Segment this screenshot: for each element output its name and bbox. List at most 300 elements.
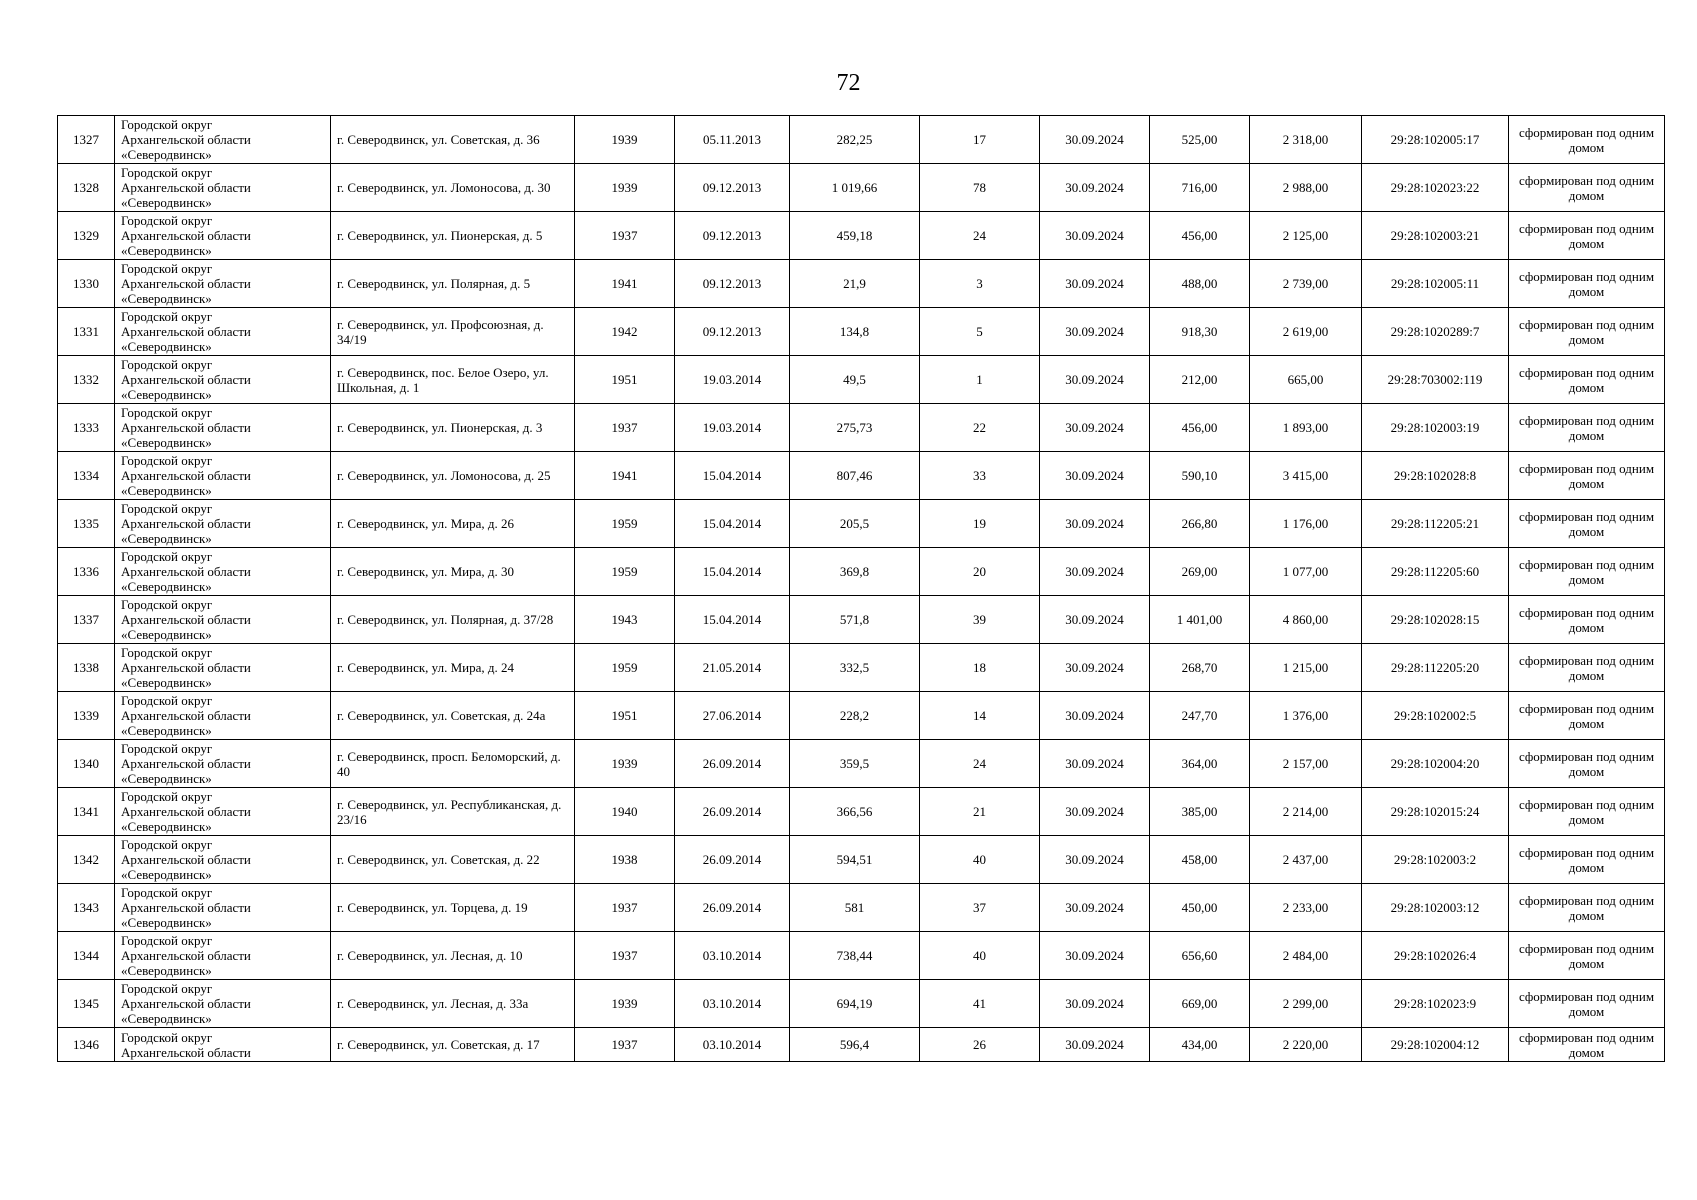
area2-cell: 458,00 <box>1150 836 1250 884</box>
owner-cell <box>115 404 331 452</box>
owner-line: Архангельской области <box>121 1044 251 1060</box>
owner-cell <box>115 260 331 308</box>
area-cell: 694,19 <box>790 980 920 1028</box>
area2-cell: 590,10 <box>1150 452 1250 500</box>
address-cell: г. Северодвинск, ул. Лесная, д. 10 <box>331 932 575 980</box>
count-cell: 24 <box>920 212 1040 260</box>
cadastral-number-cell: 29:28:102005:17 <box>1362 116 1509 164</box>
cadastral-number-cell: 29:28:102023:9 <box>1362 980 1509 1028</box>
owner-line: Архангельской области <box>121 372 251 387</box>
date2-cell: 30.09.2024 <box>1040 116 1150 164</box>
owner-line: Городской округ <box>121 453 213 468</box>
count-cell: 22 <box>920 404 1040 452</box>
year-cell: 1941 <box>575 260 675 308</box>
date-cell: 03.10.2014 <box>675 1028 790 1062</box>
cadastral-number-cell: 29:28:102003:19 <box>1362 404 1509 452</box>
table-row <box>58 836 1665 884</box>
owner-line: «Северодвинск» <box>121 723 212 738</box>
area-cell: 459,18 <box>790 212 920 260</box>
owner-line: Архангельской области <box>121 324 251 339</box>
address-cell: г. Северодвинск, ул. Республиканская, д. 23/16 <box>331 788 575 836</box>
table-row <box>58 116 1665 164</box>
area-cell: 596,4 <box>790 1028 920 1062</box>
area-cell: 205,5 <box>790 500 920 548</box>
area2-cell: 268,70 <box>1150 644 1250 692</box>
owner-line: Городской округ <box>121 405 213 420</box>
address-cell: г. Северодвинск, ул. Советская, д. 17 <box>331 1028 575 1062</box>
date2-cell: 30.09.2024 <box>1040 644 1150 692</box>
owner-cell <box>115 788 331 836</box>
date-cell: 26.09.2014 <box>675 836 790 884</box>
status-cell: сформирован под одним домом <box>1509 260 1665 308</box>
owner-line: Архангельской области <box>121 420 251 435</box>
owner-cell <box>115 452 331 500</box>
year-cell: 1959 <box>575 500 675 548</box>
area2-cell: 488,00 <box>1150 260 1250 308</box>
date-cell: 19.03.2014 <box>675 404 790 452</box>
date2-cell: 30.09.2024 <box>1040 836 1150 884</box>
owner-line: «Северодвинск» <box>121 963 212 978</box>
owner-line: Городской округ <box>121 309 213 324</box>
status-cell: сформирован под одним домом <box>1509 404 1665 452</box>
owner-cell <box>115 644 331 692</box>
year-cell: 1941 <box>575 452 675 500</box>
owner-line: Городской округ <box>121 549 213 564</box>
owner-cell <box>115 500 331 548</box>
cadastral-number-cell: 29:28:102004:12 <box>1362 1028 1509 1062</box>
area3-cell: 4 860,00 <box>1250 596 1362 644</box>
date-cell: 03.10.2014 <box>675 980 790 1028</box>
date-cell: 15.04.2014 <box>675 548 790 596</box>
status-cell: сформирован под одним домом <box>1509 932 1665 980</box>
area2-cell: 269,00 <box>1150 548 1250 596</box>
owner-line: «Северодвинск» <box>121 243 212 258</box>
table-row <box>58 164 1665 212</box>
owner-line: Архангельской области <box>121 948 251 963</box>
area3-cell: 2 299,00 <box>1250 980 1362 1028</box>
address-cell: г. Северодвинск, пос. Белое Озеро, ул. Школьная, д. 1 <box>331 356 575 404</box>
owner-line: Городской округ <box>121 885 213 900</box>
date2-cell: 30.09.2024 <box>1040 884 1150 932</box>
address-cell: г. Северодвинск, ул. Мира, д. 30 <box>331 548 575 596</box>
table-row <box>58 260 1665 308</box>
area3-cell: 665,00 <box>1250 356 1362 404</box>
owner-line: «Северодвинск» <box>121 627 212 642</box>
date2-cell: 30.09.2024 <box>1040 356 1150 404</box>
status-cell: сформирован под одним домом <box>1509 164 1665 212</box>
area3-cell: 2 157,00 <box>1250 740 1362 788</box>
year-cell: 1940 <box>575 788 675 836</box>
area-cell: 282,25 <box>790 116 920 164</box>
status-cell: сформирован под одним домом <box>1509 596 1665 644</box>
table-row <box>58 548 1665 596</box>
status-cell: сформирован под одним домом <box>1509 836 1665 884</box>
year-cell: 1943 <box>575 596 675 644</box>
table-row <box>58 404 1665 452</box>
cadastral-number-cell: 29:28:102028:15 <box>1362 596 1509 644</box>
owner-cell <box>115 836 331 884</box>
owner-cell <box>115 212 331 260</box>
owner-cell <box>115 740 331 788</box>
date2-cell: 30.09.2024 <box>1040 980 1150 1028</box>
area-cell: 807,46 <box>790 452 920 500</box>
page-number: 72 <box>836 70 861 96</box>
address-cell: г. Северодвинск, ул. Советская, д. 22 <box>331 836 575 884</box>
owner-line: Городской округ <box>121 837 213 852</box>
owner-line: Архангельской области <box>121 756 251 771</box>
row-number-cell: 1339 <box>58 692 115 740</box>
address-cell: г. Северодвинск, ул. Профсоюзная, д. 34/19 <box>331 308 575 356</box>
area3-cell: 2 739,00 <box>1250 260 1362 308</box>
row-number-cell: 1331 <box>58 308 115 356</box>
row-number-cell: 1336 <box>58 548 115 596</box>
cadastral-number-cell: 29:28:112205:60 <box>1362 548 1509 596</box>
owner-cell <box>115 692 331 740</box>
owner-line: Городской округ <box>121 1029 213 1045</box>
address-cell: г. Северодвинск, ул. Советская, д. 24а <box>331 692 575 740</box>
owner-cell <box>115 356 331 404</box>
date2-cell: 30.09.2024 <box>1040 932 1150 980</box>
status-cell: сформирован под одним домом <box>1509 740 1665 788</box>
cadastral-number-cell: 29:28:1020289:7 <box>1362 308 1509 356</box>
area3-cell: 1 077,00 <box>1250 548 1362 596</box>
status-cell: сформирован под одним домом <box>1509 644 1665 692</box>
year-cell: 1938 <box>575 836 675 884</box>
table-row <box>58 884 1665 932</box>
row-number-cell: 1340 <box>58 740 115 788</box>
year-cell: 1959 <box>575 644 675 692</box>
owner-line: «Северодвинск» <box>121 915 212 930</box>
cadastral-number-cell: 29:28:102026:4 <box>1362 932 1509 980</box>
area3-cell: 2 214,00 <box>1250 788 1362 836</box>
owner-line: «Северодвинск» <box>121 819 212 834</box>
status-cell: сформирован под одним домом <box>1509 500 1665 548</box>
area2-cell: 716,00 <box>1150 164 1250 212</box>
owner-line: Городской округ <box>121 741 213 756</box>
date-cell: 09.12.2013 <box>675 260 790 308</box>
owner-cell <box>115 1028 331 1062</box>
address-cell: г. Северодвинск, ул. Ломоносова, д. 30 <box>331 164 575 212</box>
date-cell: 05.11.2013 <box>675 116 790 164</box>
owner-line: «Северодвинск» <box>121 867 212 882</box>
status-cell: сформирован под одним домом <box>1509 452 1665 500</box>
owner-line: Городской округ <box>121 165 213 180</box>
area2-cell: 450,00 <box>1150 884 1250 932</box>
area3-cell: 2 318,00 <box>1250 116 1362 164</box>
owner-line: Городской округ <box>121 933 213 948</box>
date-cell: 27.06.2014 <box>675 692 790 740</box>
area3-cell: 2 437,00 <box>1250 836 1362 884</box>
owner-line: Городской округ <box>121 261 213 276</box>
area2-cell: 918,30 <box>1150 308 1250 356</box>
owner-line: «Северодвинск» <box>121 531 212 546</box>
owner-line: Архангельской области <box>121 516 251 531</box>
owner-line: «Северодвинск» <box>121 195 212 210</box>
status-cell: сформирован под одним домом <box>1509 980 1665 1028</box>
area2-cell: 247,70 <box>1150 692 1250 740</box>
area-cell: 49,5 <box>790 356 920 404</box>
owner-line: Архангельской области <box>121 276 251 291</box>
area-cell: 359,5 <box>790 740 920 788</box>
date-cell: 26.09.2014 <box>675 884 790 932</box>
table-row <box>58 452 1665 500</box>
count-cell: 40 <box>920 836 1040 884</box>
area3-cell: 1 376,00 <box>1250 692 1362 740</box>
year-cell: 1937 <box>575 932 675 980</box>
count-cell: 24 <box>920 740 1040 788</box>
count-cell: 5 <box>920 308 1040 356</box>
owner-line: Архангельской области <box>121 612 251 627</box>
count-cell: 37 <box>920 884 1040 932</box>
date2-cell: 30.09.2024 <box>1040 596 1150 644</box>
table-row <box>58 308 1665 356</box>
owner-line: Архангельской области <box>121 132 251 147</box>
cadastral-number-cell: 29:28:112205:20 <box>1362 644 1509 692</box>
year-cell: 1939 <box>575 116 675 164</box>
area2-cell: 456,00 <box>1150 212 1250 260</box>
owner-line: «Северодвинск» <box>121 339 212 354</box>
table-body <box>58 116 1665 1062</box>
owner-line: «Северодвинск» <box>121 771 212 786</box>
owner-line: Архангельской области <box>121 228 251 243</box>
cadastral-number-cell: 29:28:102002:5 <box>1362 692 1509 740</box>
area-cell: 366,56 <box>790 788 920 836</box>
address-cell: г. Северодвинск, ул. Ломоносова, д. 25 <box>331 452 575 500</box>
date2-cell: 30.09.2024 <box>1040 308 1150 356</box>
row-number-cell: 1342 <box>58 836 115 884</box>
cadastral-number-cell: 29:28:102015:24 <box>1362 788 1509 836</box>
count-cell: 18 <box>920 644 1040 692</box>
date2-cell: 30.09.2024 <box>1040 788 1150 836</box>
owner-cell <box>115 116 331 164</box>
row-number-cell: 1329 <box>58 212 115 260</box>
year-cell: 1951 <box>575 356 675 404</box>
year-cell: 1939 <box>575 164 675 212</box>
date2-cell: 30.09.2024 <box>1040 260 1150 308</box>
date2-cell: 30.09.2024 <box>1040 212 1150 260</box>
area-cell: 571,8 <box>790 596 920 644</box>
owner-line: Архангельской области <box>121 900 251 915</box>
status-cell: сформирован под одним домом <box>1509 884 1665 932</box>
year-cell: 1942 <box>575 308 675 356</box>
status-cell: сформирован под одним домом <box>1509 548 1665 596</box>
table-row <box>58 692 1665 740</box>
area-cell: 594,51 <box>790 836 920 884</box>
row-number-cell: 1333 <box>58 404 115 452</box>
area3-cell: 3 415,00 <box>1250 452 1362 500</box>
cadastral-number-cell: 29:28:102003:2 <box>1362 836 1509 884</box>
count-cell: 39 <box>920 596 1040 644</box>
year-cell: 1937 <box>575 404 675 452</box>
year-cell: 1937 <box>575 1028 675 1062</box>
status-cell: сформирован под одним домом <box>1509 116 1665 164</box>
area3-cell: 2 220,00 <box>1250 1028 1362 1062</box>
table-row <box>58 644 1665 692</box>
area-cell: 275,73 <box>790 404 920 452</box>
date-cell: 26.09.2014 <box>675 788 790 836</box>
count-cell: 78 <box>920 164 1040 212</box>
area2-cell: 434,00 <box>1150 1028 1250 1062</box>
date2-cell: 30.09.2024 <box>1040 548 1150 596</box>
owner-line: Городской округ <box>121 501 213 516</box>
date2-cell: 30.09.2024 <box>1040 452 1150 500</box>
count-cell: 1 <box>920 356 1040 404</box>
row-number-cell: 1330 <box>58 260 115 308</box>
table-row <box>58 788 1665 836</box>
table-row <box>58 980 1665 1028</box>
owner-line: «Северодвинск» <box>121 387 212 402</box>
address-cell: г. Северодвинск, ул. Пионерская, д. 3 <box>331 404 575 452</box>
owner-line: Городской округ <box>121 693 213 708</box>
owner-line: «Северодвинск» <box>121 147 212 162</box>
count-cell: 14 <box>920 692 1040 740</box>
date2-cell: 30.09.2024 <box>1040 500 1150 548</box>
count-cell: 3 <box>920 260 1040 308</box>
date-cell: 15.04.2014 <box>675 500 790 548</box>
table-row <box>58 356 1665 404</box>
row-number-cell: 1328 <box>58 164 115 212</box>
date2-cell: 30.09.2024 <box>1040 164 1150 212</box>
cadastral-number-cell: 29:28:102028:8 <box>1362 452 1509 500</box>
address-cell: г. Северодвинск, ул. Полярная, д. 37/28 <box>331 596 575 644</box>
owner-cell <box>115 932 331 980</box>
table-row <box>58 740 1665 788</box>
address-cell: г. Северодвинск, ул. Лесная, д. 33а <box>331 980 575 1028</box>
date-cell: 09.12.2013 <box>675 308 790 356</box>
area2-cell: 266,80 <box>1150 500 1250 548</box>
owner-cell <box>115 884 331 932</box>
row-number-cell: 1346 <box>58 1028 115 1062</box>
table-row <box>58 1028 1665 1062</box>
cadastral-number-cell: 29:28:102005:11 <box>1362 260 1509 308</box>
area-cell: 228,2 <box>790 692 920 740</box>
owner-cell <box>115 164 331 212</box>
owner-line: Архангельской области <box>121 660 251 675</box>
area2-cell: 669,00 <box>1150 980 1250 1028</box>
owner-line: «Северодвинск» <box>121 483 212 498</box>
area-cell: 369,8 <box>790 548 920 596</box>
area3-cell: 2 619,00 <box>1250 308 1362 356</box>
owner-line: Городской округ <box>121 645 213 660</box>
address-cell: г. Северодвинск, ул. Пионерская, д. 5 <box>331 212 575 260</box>
area-cell: 332,5 <box>790 644 920 692</box>
owner-line: «Северодвинск» <box>121 1011 212 1026</box>
count-cell: 33 <box>920 452 1040 500</box>
owner-line: Городской округ <box>121 981 213 996</box>
table-row <box>58 596 1665 644</box>
area-cell: 738,44 <box>790 932 920 980</box>
owner-line: «Северодвинск» <box>121 291 212 306</box>
owner-cell <box>115 980 331 1028</box>
status-cell: сформирован под одним домом <box>1509 1028 1665 1062</box>
count-cell: 41 <box>920 980 1040 1028</box>
year-cell: 1939 <box>575 980 675 1028</box>
owner-line: «Северодвинск» <box>121 579 212 594</box>
owner-cell <box>115 308 331 356</box>
count-cell: 26 <box>920 1028 1040 1062</box>
table-row <box>58 212 1665 260</box>
area2-cell: 525,00 <box>1150 116 1250 164</box>
address-cell: г. Северодвинск, ул. Торцева, д. 19 <box>331 884 575 932</box>
status-cell: сформирован под одним домом <box>1509 308 1665 356</box>
table-row <box>58 932 1665 980</box>
status-cell: сформирован под одним домом <box>1509 212 1665 260</box>
area2-cell: 385,00 <box>1150 788 1250 836</box>
date2-cell: 30.09.2024 <box>1040 1028 1150 1062</box>
year-cell: 1959 <box>575 548 675 596</box>
area-cell: 1 019,66 <box>790 164 920 212</box>
address-cell: г. Северодвинск, ул. Мира, д. 26 <box>331 500 575 548</box>
status-cell: сформирован под одним домом <box>1509 788 1665 836</box>
date2-cell: 30.09.2024 <box>1040 692 1150 740</box>
owner-line: Городской округ <box>121 117 213 132</box>
date-cell: 15.04.2014 <box>675 452 790 500</box>
area2-cell: 656,60 <box>1150 932 1250 980</box>
cadastral-number-cell: 29:28:102023:22 <box>1362 164 1509 212</box>
owner-line: Архангельской области <box>121 852 251 867</box>
row-number-cell: 1335 <box>58 500 115 548</box>
owner-line: Городской округ <box>121 597 213 612</box>
area3-cell: 2 233,00 <box>1250 884 1362 932</box>
address-cell: г. Северодвинск, ул. Мира, д. 24 <box>331 644 575 692</box>
row-number-cell: 1341 <box>58 788 115 836</box>
area2-cell: 456,00 <box>1150 404 1250 452</box>
owner-line: Городской округ <box>121 213 213 228</box>
row-number-cell: 1344 <box>58 932 115 980</box>
owner-line: «Северодвинск» <box>121 675 212 690</box>
address-cell: г. Северодвинск, ул. Советская, д. 36 <box>331 116 575 164</box>
owner-cell <box>115 548 331 596</box>
date2-cell: 30.09.2024 <box>1040 404 1150 452</box>
owner-cell <box>115 596 331 644</box>
date-cell: 09.12.2013 <box>675 164 790 212</box>
date-cell: 09.12.2013 <box>675 212 790 260</box>
status-cell: сформирован под одним домом <box>1509 356 1665 404</box>
year-cell: 1951 <box>575 692 675 740</box>
row-number-cell: 1343 <box>58 884 115 932</box>
registry-table <box>57 115 1665 1062</box>
year-cell: 1937 <box>575 212 675 260</box>
address-cell: г. Северодвинск, просп. Беломорский, д. 40 <box>331 740 575 788</box>
owner-line: Городской округ <box>121 357 213 372</box>
year-cell: 1937 <box>575 884 675 932</box>
row-number-cell: 1334 <box>58 452 115 500</box>
cadastral-number-cell: 29:28:102004:20 <box>1362 740 1509 788</box>
area2-cell: 1 401,00 <box>1150 596 1250 644</box>
area-cell: 581 <box>790 884 920 932</box>
cadastral-number-cell: 29:28:703002:119 <box>1362 356 1509 404</box>
date-cell: 15.04.2014 <box>675 596 790 644</box>
area3-cell: 1 176,00 <box>1250 500 1362 548</box>
area2-cell: 212,00 <box>1150 356 1250 404</box>
row-number-cell: 1337 <box>58 596 115 644</box>
area-cell: 21,9 <box>790 260 920 308</box>
count-cell: 40 <box>920 932 1040 980</box>
area3-cell: 2 988,00 <box>1250 164 1362 212</box>
area3-cell: 1 893,00 <box>1250 404 1362 452</box>
owner-line: Архангельской области <box>121 468 251 483</box>
owner-line: «Северодвинск» <box>121 435 212 450</box>
date-cell: 21.05.2014 <box>675 644 790 692</box>
owner-line: Городской округ <box>121 789 213 804</box>
owner-line: Архангельской области <box>121 804 251 819</box>
area-cell: 134,8 <box>790 308 920 356</box>
row-number-cell: 1327 <box>58 116 115 164</box>
table-row <box>58 500 1665 548</box>
cadastral-number-cell: 29:28:102003:21 <box>1362 212 1509 260</box>
owner-line: Архангельской области <box>121 996 251 1011</box>
row-number-cell: 1332 <box>58 356 115 404</box>
